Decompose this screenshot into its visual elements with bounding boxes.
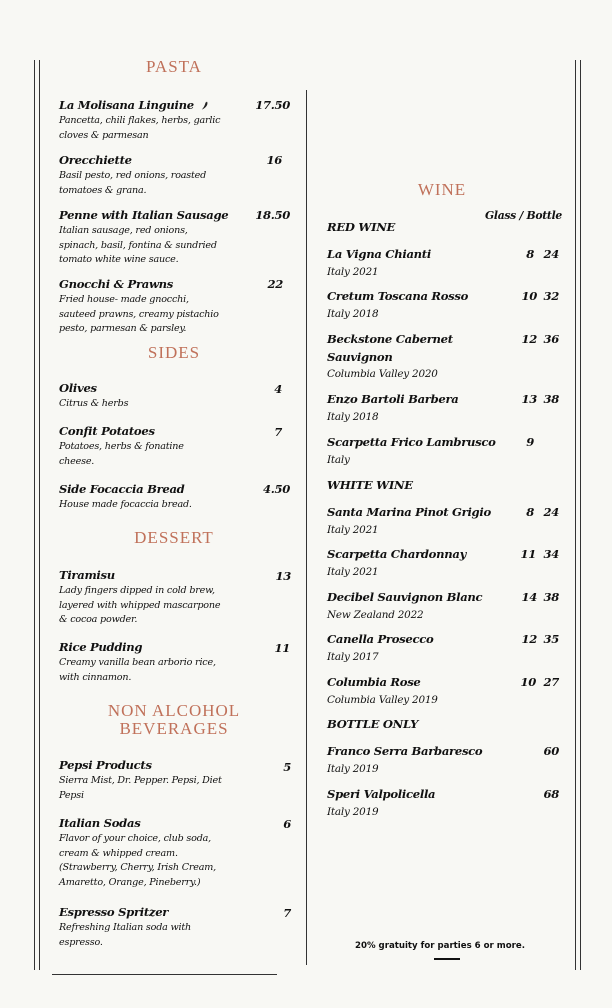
- glass-price: 12: [521, 332, 537, 346]
- wine-origin: Italy 2019: [327, 805, 379, 818]
- bottom-right-short-rule: [434, 958, 460, 960]
- item-price: 18.50: [255, 208, 290, 222]
- wine-name: Speri Valpolicella: [327, 787, 436, 801]
- wine-origin: Columbia Valley 2019: [327, 693, 438, 706]
- item-name: Italian Sodas: [59, 816, 141, 830]
- right-double-rule-outer: [580, 60, 581, 970]
- menu-item: [59, 639, 259, 685]
- glass-price: 8: [526, 505, 534, 519]
- wine-item: [327, 674, 517, 709]
- bottle-price: 35: [543, 632, 559, 646]
- item-name: Penne with Italian Sausage: [59, 208, 229, 222]
- item-price: 13: [275, 569, 291, 583]
- item-desc: Refreshing Italian soda with espresso.: [59, 922, 192, 948]
- bottle-price: 32: [543, 289, 559, 303]
- left-double-rule-outer: [34, 60, 35, 970]
- wine-origin: New Zealand 2022: [327, 608, 424, 621]
- item-price: 22: [267, 277, 283, 291]
- item-price: 4: [274, 382, 282, 396]
- wine-name: Beckstone Cabernet Sauvignon: [327, 332, 453, 364]
- bottle-price: 24: [543, 505, 559, 519]
- bottle-price: 38: [543, 590, 559, 604]
- wine-origin: Columbia Valley 2020: [327, 368, 438, 380]
- item-name: Rice Pudding: [59, 640, 143, 654]
- wine-name: Scarpetta Frico Lambrusco: [327, 435, 496, 449]
- item-desc: Creamy vanilla bean arborio rice, with cinnamon.: [59, 657, 216, 683]
- bottle-price: 60: [543, 744, 559, 758]
- wine-name: Scarpetta Chardonnay: [327, 547, 467, 561]
- item-name: Confit Potatoes: [59, 424, 155, 438]
- item-price: 6: [283, 817, 291, 831]
- item-name: La Molisana Linguine: [59, 98, 194, 112]
- wine-origin: Italy 2021: [327, 523, 379, 536]
- item-name: Tiramisu: [59, 568, 115, 582]
- menu-item: [59, 757, 259, 803]
- bottle-price: 36: [543, 332, 559, 346]
- wine-name: Cretum Toscana Rosso: [327, 289, 469, 303]
- glass-price: 13: [521, 392, 537, 406]
- item-name: Espresso Spritzer: [59, 905, 169, 919]
- bottle-price: 38: [543, 392, 559, 406]
- item-name: Orecchiette: [59, 153, 132, 167]
- item-price: 5: [283, 760, 291, 774]
- item-price: 11: [274, 641, 290, 655]
- chili-pepper-icon: [200, 101, 209, 111]
- item-price: 16: [266, 153, 282, 167]
- bottom-left-rule: [52, 974, 277, 975]
- item-desc: Citrus & herbs: [59, 398, 129, 409]
- menu-item: [59, 904, 259, 950]
- wine-item: [327, 504, 517, 539]
- glass-price: 8: [526, 247, 534, 261]
- menu-item: [59, 276, 259, 337]
- wine-origin: Italy 2017: [327, 650, 379, 663]
- gratuity-note: 20% gratuity for parties 6 or more.: [355, 941, 525, 951]
- wine-name: Columbia Rose: [327, 675, 421, 689]
- item-desc: Pancetta, chili flakes, herbs, garlic cloves & parmesan: [59, 115, 221, 141]
- wine-name: Franco Serra Barbaresco: [327, 744, 483, 758]
- item-name: Gnocchi & Prawns: [59, 277, 174, 291]
- menu-item: [59, 481, 259, 513]
- menu-item: [59, 152, 259, 198]
- menu-item: [59, 423, 259, 469]
- wine-item: [327, 246, 517, 281]
- center-divider: [306, 90, 307, 965]
- wine-item: [327, 743, 517, 778]
- item-desc: Flavor of your choice, club soda, cream & whipped cream. (Strawberry, Cherry, Irish Cream, Amaretto, Orange, Pineberry.): [59, 833, 217, 888]
- menu-item: [59, 815, 259, 890]
- item-desc: Fried house- made gnocchi, sauteed prawns, creamy pistachio pesto, parmesan & parsley.: [59, 294, 219, 334]
- left-double-rule-inner: [39, 60, 40, 970]
- item-desc: Italian sausage, red onions, spinach, basil, fontina & sundried tomato white wine sauce.: [59, 225, 217, 265]
- wine-name: Enzo Bartoli Barbera: [327, 392, 459, 406]
- item-desc: Lady fingers dipped in cold brew, layered with whipped mascarpone & cocoa powder.: [59, 585, 221, 625]
- wine-origin: Italy 2021: [327, 265, 379, 278]
- wine-origin: Italy: [327, 453, 350, 466]
- wine-name: Decibel Sauvignon Blanc: [327, 590, 483, 604]
- wine-name: La Vigna Chianti: [327, 247, 431, 261]
- wine-origin: Italy 2018: [327, 410, 379, 423]
- wine-origin: Italy 2018: [327, 307, 379, 320]
- glass-price: 10: [520, 675, 536, 689]
- glass-price: 10: [521, 289, 537, 303]
- glass-price: 14: [521, 590, 537, 604]
- menu-item: [59, 207, 259, 268]
- red-wine-heading: RED WINE: [327, 220, 396, 234]
- item-name: Olives: [59, 381, 97, 395]
- wine-item: [327, 288, 517, 323]
- item-desc: Potatoes, herbs & fonatine cheese.: [59, 441, 184, 467]
- menu-item: [59, 380, 259, 412]
- wine-item: [327, 391, 517, 426]
- wine-origin: Italy 2019: [327, 762, 379, 775]
- item-price: 7: [274, 425, 282, 439]
- sides-section-title: SIDES: [147, 343, 201, 362]
- menu-item: [59, 97, 259, 143]
- item-name: Pepsi Products: [59, 758, 152, 772]
- wine-item: [327, 589, 517, 624]
- wine-name: Santa Marina Pinot Grigio: [327, 505, 491, 519]
- bottle-price: 24: [543, 247, 559, 261]
- menu-item: [59, 567, 259, 628]
- glass-price: 11: [520, 547, 536, 561]
- item-desc: Sierra Mist, Dr. Pepper. Pepsi, Diet Pepsi: [59, 775, 222, 801]
- item-desc: House made focaccia bread.: [59, 499, 192, 510]
- wine-origin: Italy 2021: [327, 565, 379, 578]
- wine-name: Canella Prosecco: [327, 632, 434, 646]
- wine-item: [327, 631, 517, 666]
- item-name: Side Focaccia Bread: [59, 482, 185, 496]
- beverages-section-title: NON ALCOHOL BEVERAGES: [107, 701, 241, 738]
- bottle-price: 68: [543, 787, 559, 801]
- item-price: 17.50: [255, 98, 290, 112]
- item-price: 4.50: [262, 482, 290, 496]
- item-desc: Basil pesto, red onions, roasted tomatoes & grana.: [59, 170, 207, 196]
- white-wine-heading: WHITE WINE: [327, 478, 413, 492]
- wine-item: [327, 786, 517, 821]
- wine-section-title: WINE: [417, 180, 467, 199]
- glass-bottle-header: Glass / Bottle: [484, 209, 562, 222]
- glass-price: 9: [526, 435, 534, 449]
- bottle-only-heading: BOTTLE ONLY: [327, 717, 419, 731]
- bottle-price: 27: [543, 675, 559, 689]
- wine-item: [327, 331, 517, 383]
- glass-price: 12: [521, 632, 537, 646]
- wine-item: [327, 434, 517, 469]
- wine-item: [327, 546, 517, 581]
- pasta-section-title: PASTA: [146, 57, 202, 76]
- item-price: 7: [283, 906, 291, 920]
- dessert-section-title: DESSERT: [134, 528, 214, 547]
- bottle-price: 34: [543, 547, 559, 561]
